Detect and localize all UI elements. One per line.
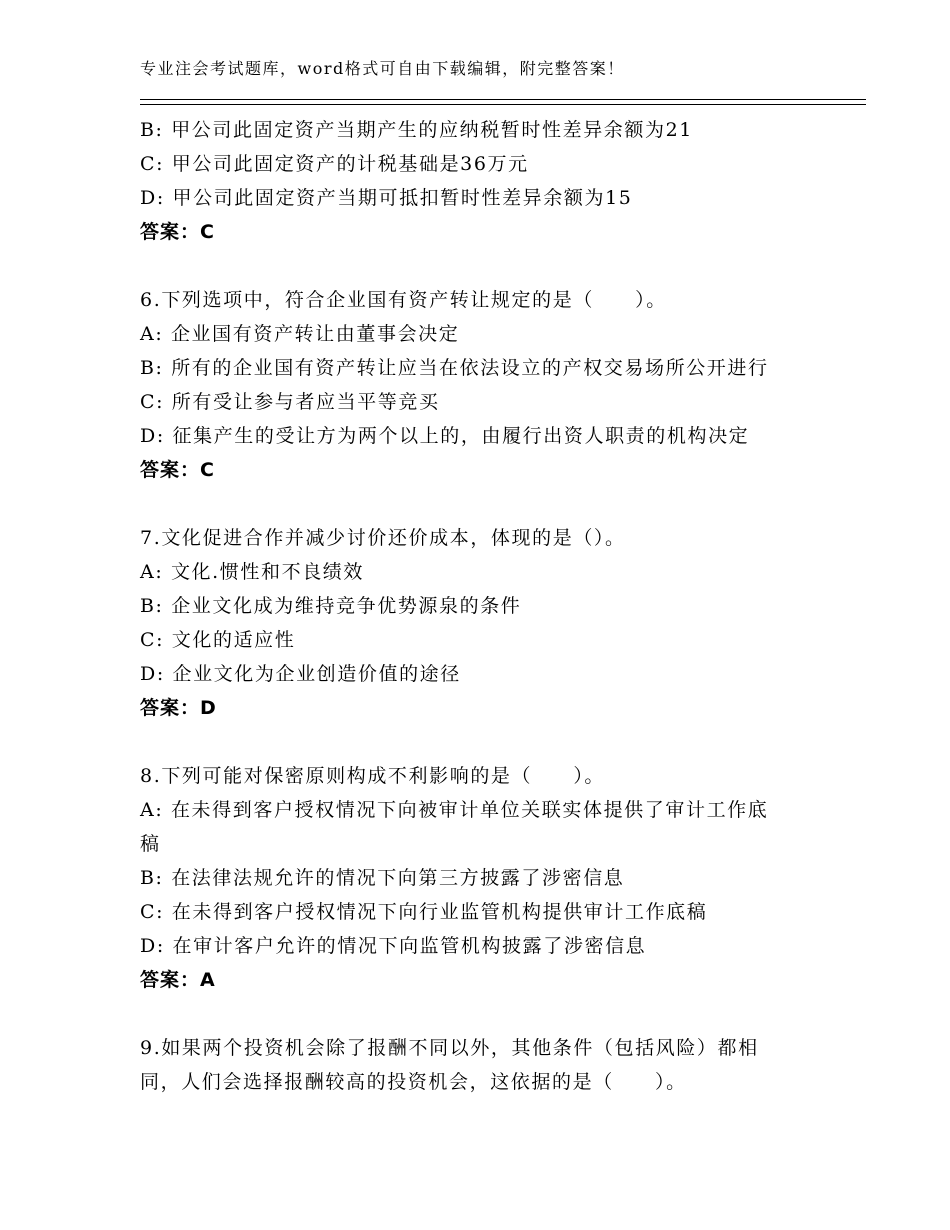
answer: 答案：D [140, 697, 217, 719]
question-7 [140, 521, 820, 725]
option-a-line-2: 稿 [140, 833, 161, 855]
option-d: D: 在审计客户允许的情况下向监管机构披露了涉密信息 [140, 935, 647, 957]
option-b: B: 所有的企业国有资产转让应当在依法设立的产权交易场所公开进行 [140, 357, 769, 379]
option-b: B: 甲公司此固定资产当期产生的应纳税暂时性差异余额为21 [140, 119, 693, 141]
question-stem: 7.文化促进合作并减少讨价还价成本，体现的是（）。 [140, 527, 626, 549]
page-header: 专业注会考试题库，word格式可自由下载编辑，附完整答案！ [140, 59, 625, 78]
option-d: D: 征集产生的受让方为两个以上的，由履行出资人职责的机构决定 [140, 425, 750, 447]
option-d: D: 企业文化为企业创造价值的途径 [140, 663, 461, 685]
spacer [140, 997, 820, 1031]
spacer [140, 487, 820, 521]
answer: 答案：C [140, 221, 215, 243]
option-c: C: 甲公司此固定资产的计税基础是36万元 [140, 153, 529, 175]
question-stem: 6.下列选项中，符合企业国有资产转让规定的是（ ）。 [140, 289, 667, 311]
question-stem-line-1: 9.如果两个投资机会除了报酬不同以外，其他条件（包括风险）都相 [140, 1037, 759, 1059]
answer: 答案：C [140, 459, 215, 481]
option-b: B: 企业文化成为维持竞争优势源泉的条件 [140, 595, 522, 617]
question-6 [140, 283, 820, 487]
question-8 [140, 759, 820, 997]
option-b: B: 在法律法规允许的情况下向第三方披露了涉密信息 [140, 867, 625, 889]
option-a-line-1: A: 在未得到客户授权情况下向被审计单位关联实体提供了审计工作底 [140, 799, 769, 821]
answer: 答案：A [140, 969, 216, 991]
option-c: C: 文化的适应性 [140, 629, 296, 651]
question-stem-line-2: 同，人们会选择报酬较高的投资机会，这依据的是（ ）。 [140, 1071, 687, 1093]
question-5 [140, 113, 820, 249]
spacer [140, 249, 820, 283]
question-stem: 8.下列可能对保密原则构成不利影响的是（ ）。 [140, 765, 606, 787]
option-a: A: 企业国有资产转让由董事会决定 [140, 323, 460, 345]
option-c: C: 所有受让参与者应当平等竞买 [140, 391, 440, 413]
question-list [140, 113, 820, 1099]
header-divider-top [140, 99, 866, 100]
option-d: D: 甲公司此固定资产当期可抵扣暂时性差异余额为15 [140, 187, 633, 209]
header-divider-bottom [140, 104, 866, 105]
option-a: A: 文化.惯性和不良绩效 [140, 561, 365, 583]
option-c: C: 在未得到客户授权情况下向行业监管机构提供审计工作底稿 [140, 901, 708, 923]
question-9 [140, 1031, 820, 1099]
spacer [140, 725, 820, 759]
